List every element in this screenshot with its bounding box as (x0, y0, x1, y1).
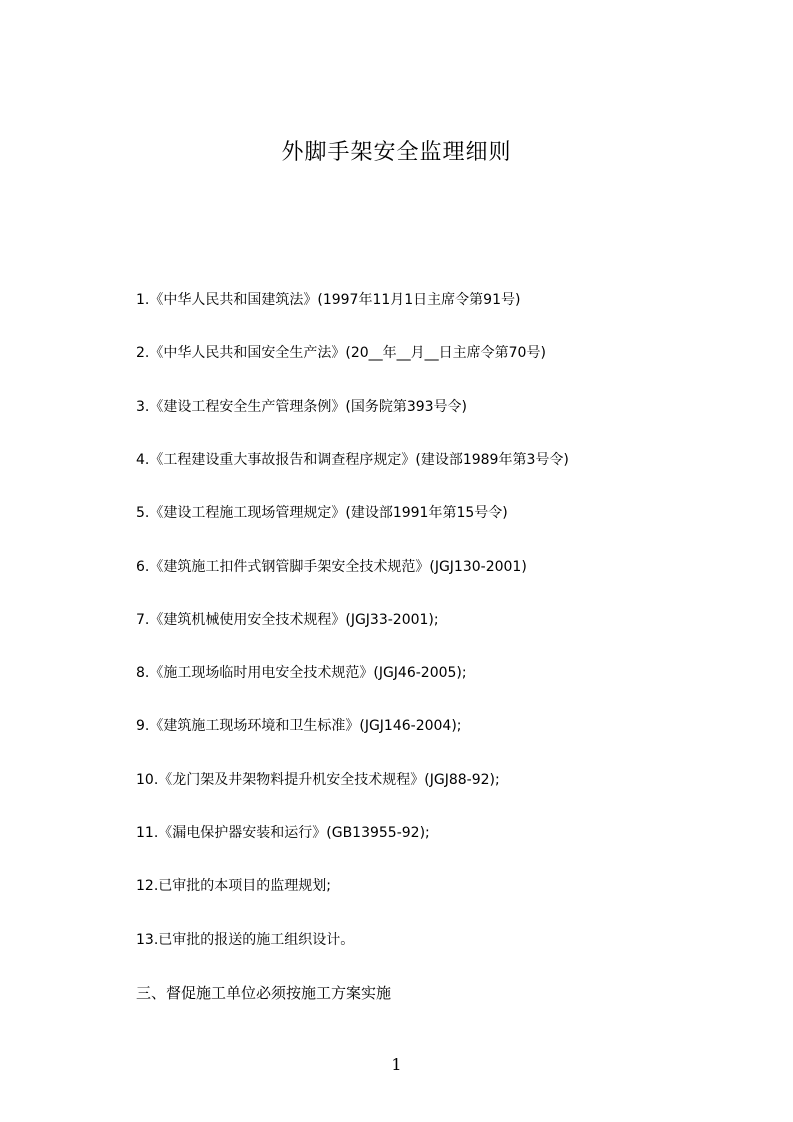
reference-item-10: 10.《龙门架及井架物料提升机安全技术规程》(JGJ88-92); (136, 772, 500, 788)
reference-item-7: 7.《建筑机械使用安全技术规程》(JGJ33-2001); (136, 612, 439, 628)
reference-item-11: 11.《漏电保护器安装和运行》(GB13955-92); (136, 825, 430, 841)
reference-item-8: 8.《施工现场临时用电安全技术规范》(JGJ46-2005); (136, 665, 467, 681)
page-number: 1 (391, 1055, 402, 1074)
reference-item-6: 6.《建筑施工扣件式钢管脚手架安全技术规范》(JGJ130-2001) (136, 559, 527, 575)
reference-item-2: 2.《中华人民共和国安全生产法》(20__年__月__日主席令第70号) (136, 345, 546, 361)
reference-item-3: 3.《建设工程安全生产管理条例》(国务院第393号令) (136, 399, 468, 415)
section-heading: 三、督促施工单位必须按施工方案实施 (136, 984, 392, 1002)
reference-item-4: 4.《工程建设重大事故报告和调查程序规定》(建设部1989年第3号令) (136, 452, 569, 468)
reference-item-1: 1.《中华人民共和国建筑法》(1997年11月1日主席令第91号) (136, 292, 521, 308)
reference-item-12: 12.已审批的本项目的监理规划; (136, 878, 331, 894)
document-title: 外脚手架安全监理细则 (281, 140, 512, 165)
reference-item-9: 9.《建筑施工现场环境和卫生标准》(JGJ146-2004); (136, 718, 462, 734)
reference-item-13: 13.已审批的报送的施工组织设计。 (136, 932, 355, 948)
reference-item-5: 5.《建设工程施工现场管理规定》(建设部1991年第15号令) (136, 505, 508, 521)
